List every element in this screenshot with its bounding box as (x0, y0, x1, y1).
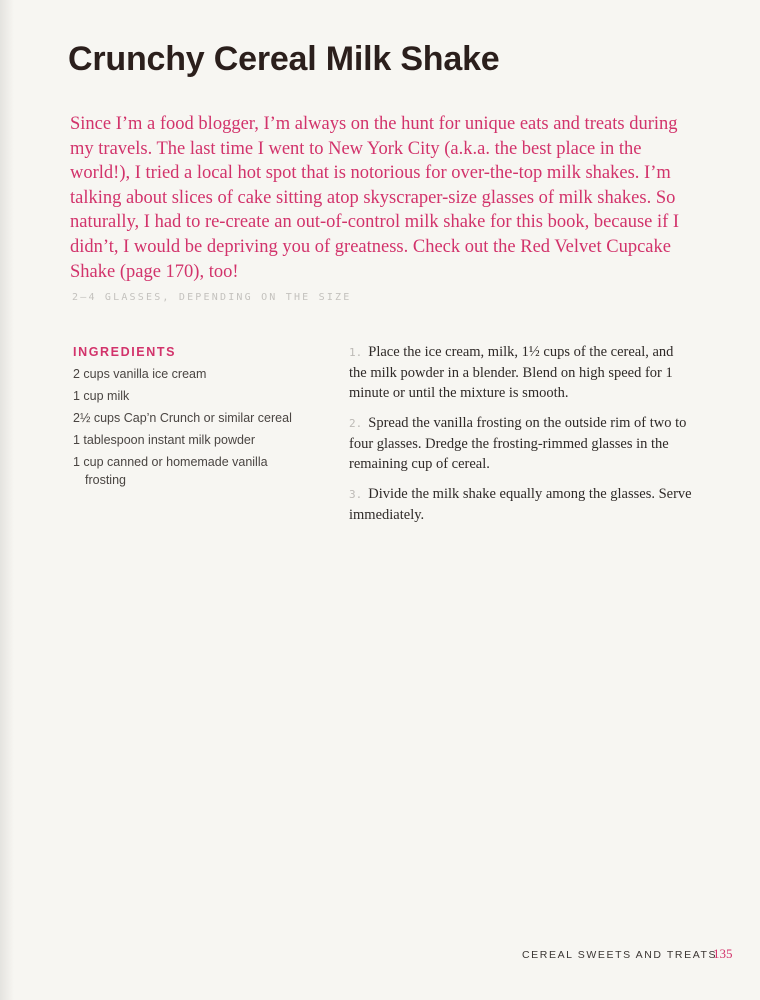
method-steps (349, 342, 694, 535)
step-text: Spread the vanilla frosting on the outside rim of two to four glasses. Dredge the frosting-rimmed glasses in the remaining cup of cereal. (349, 415, 687, 472)
ingredient-item: 2 cups vanilla ice cream (73, 367, 207, 381)
ingredients-heading: INGREDIENTS (73, 345, 177, 359)
recipe-intro: Since I’m a food blogger, I’m always on the hunt for unique eats and treats during my travels. The last time I went to New York City (a.k.a. the best place in the world!), I tried a local hot spot that is notorious for over-the-top milk shakes. I’m talking about slices of cake sitting atop skyscraper-size glasses of milk shakes. So naturally, I had to re-create an out-of-control milk shake for this book, because if I didn’t, I would be depriving you of greatness. Check out the Red Velvet Cupcake Shake (page 170), too! (70, 114, 680, 282)
step-number: 3. (349, 488, 363, 501)
method-step (349, 484, 694, 525)
step-number: 2. (349, 417, 363, 430)
method-step (349, 342, 694, 403)
method-step (349, 413, 694, 474)
recipe-title: Crunchy Cereal Milk Shake (68, 40, 500, 78)
page-number: 135 (713, 946, 733, 961)
ingredient-item: 2½ cups Cap’n Crunch or similar cereal (73, 411, 292, 425)
page-gutter-shadow (0, 0, 14, 1000)
step-text: Place the ice cream, milk, 1½ cups of the cereal, and the milk powder in a blender. Blend on high speed for 1 minute or until the mixture is smooth. (349, 344, 674, 401)
ingredient-item: 1 cup canned or homemade vanilla frosting (73, 455, 268, 487)
step-number: 1. (349, 346, 363, 359)
step-text: Divide the milk shake equally among the glasses. Serve immediately. (349, 486, 692, 523)
ingredient-item: 1 tablespoon instant milk powder (73, 433, 256, 447)
ingredients-list (73, 365, 308, 493)
footer-section-title: CEREAL SWEETS AND TREATS (522, 949, 718, 961)
ingredient-item: 1 cup milk (73, 389, 130, 403)
recipe-yield: 2–4 GLASSES, DEPENDING ON THE SIZE (72, 292, 352, 303)
